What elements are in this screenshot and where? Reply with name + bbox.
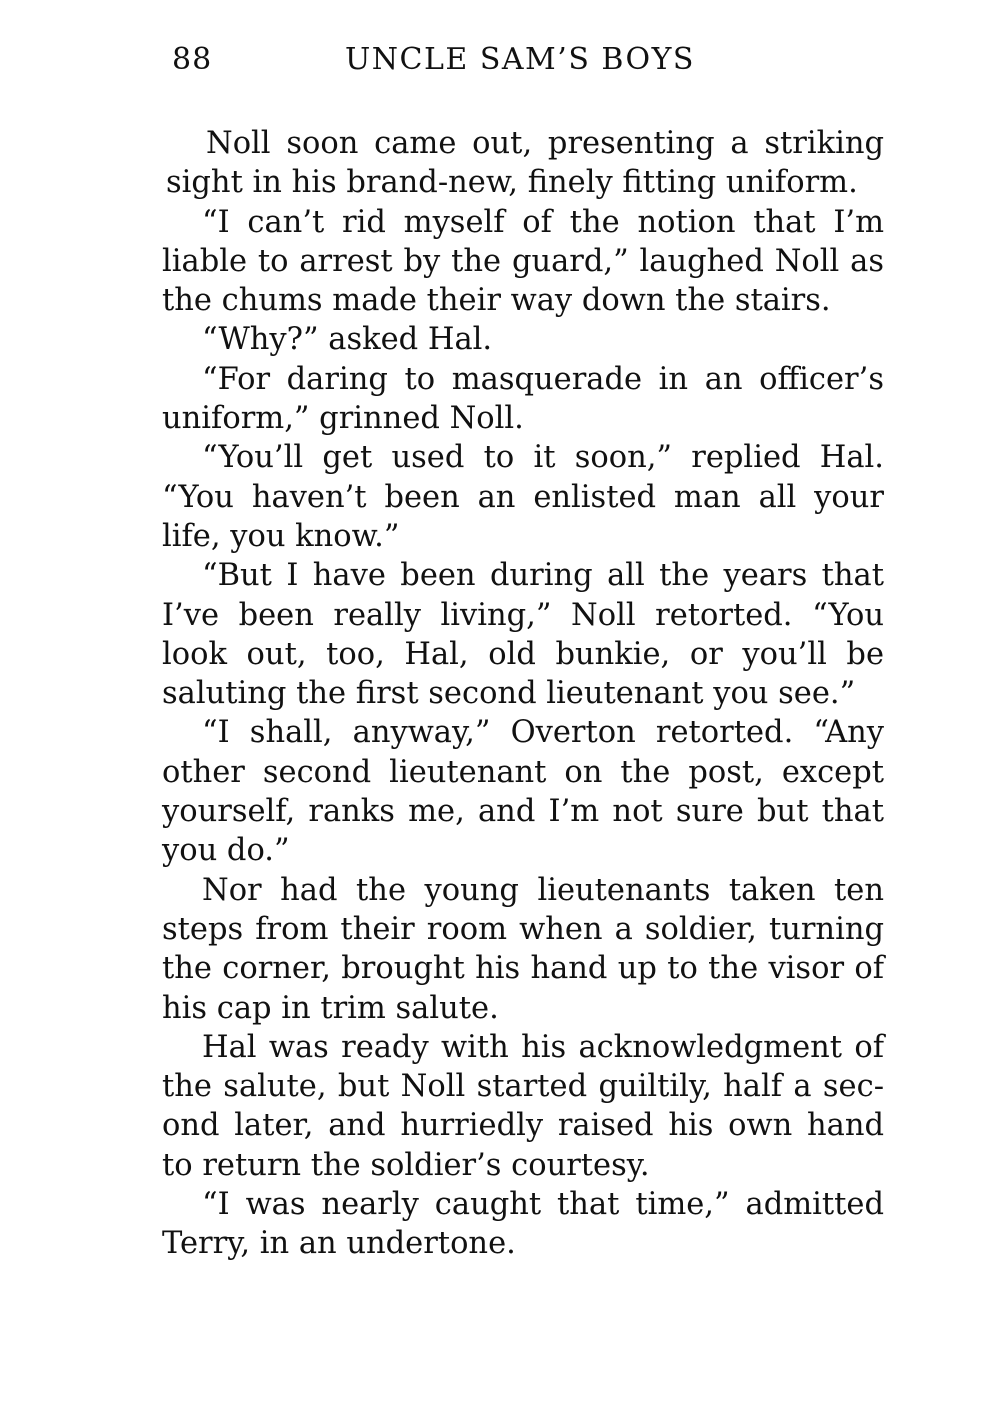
paragraph: “For daring to masquerade in an officer’s uniform,” grinned Noll. bbox=[162, 361, 884, 437]
paragraph: “Why?” asked Hal. bbox=[202, 322, 493, 358]
paragraph: Nor had the young lieutenants taken ten steps from their room when a soldier, turning the corner, brought his hand up to the visor of his cap in trim salute. bbox=[162, 872, 884, 1026]
page-header bbox=[172, 42, 884, 86]
paragraph: “But I have been during all the years that I’ve been really living,” Noll retorted. “You look out, too, Hal, old bunkie, or you’ll be saluting the first second lieutenant you see.” bbox=[162, 558, 884, 712]
paragraph: “I was nearly caught that time,” admitted Terry, in an undertone. bbox=[162, 1187, 884, 1262]
paragraph: “I can’t rid myself of the notion that I’m liable to arrest by the guard,” laughed Noll as the chums made their way down the stairs. bbox=[162, 204, 884, 319]
running-title: UNCLE SAM’S BOYS bbox=[345, 42, 695, 77]
paragraph: Noll soon came out, presenting a striking sight in his brand-new, finely fitting uniform. bbox=[166, 126, 884, 201]
page-number: 88 bbox=[172, 42, 213, 77]
paragraph: “I shall, anyway,” Overton retorted. “Any other second lieutenant on the post, except yourself, ranks me, and I’m not sure but that you do.” bbox=[162, 715, 884, 869]
paragraph: Hal was ready with his acknowledgment of the salute, but Noll started guiltily, half a second later, and hurriedly raised his own hand to return the soldier’s courtesy. bbox=[162, 1029, 884, 1183]
paragraph: “You’ll get used to it soon,” replied Hal. “You haven’t been an enlisted man all your life, you know.” bbox=[162, 440, 884, 554]
body-text bbox=[162, 124, 884, 1264]
